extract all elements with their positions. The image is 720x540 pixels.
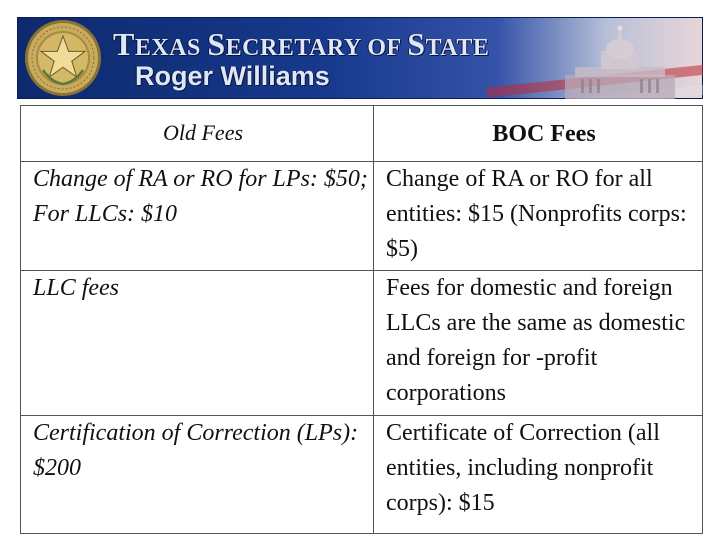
header-banner <box>17 17 703 99</box>
old-fee-cell: Certification of Correction (LPs): $200 <box>21 416 374 534</box>
banner-title-name: Roger Williams <box>135 61 330 91</box>
capitol-building-icon <box>565 23 675 99</box>
table-row <box>21 162 703 271</box>
old-fee-cell: LLC fees <box>21 271 374 416</box>
texas-state-seal-icon <box>23 18 103 98</box>
table-row <box>21 416 703 534</box>
header-boc-fees: BOC Fees <box>374 106 703 162</box>
table-header-row <box>21 106 703 162</box>
boc-fee-cell: Fees for domestic and foreign LLCs are the same as domestic and foreign for -profit corporations <box>374 271 703 416</box>
header-old-fees: Old Fees <box>21 106 374 162</box>
fees-comparison-table <box>20 105 703 534</box>
boc-fee-cell: Change of RA or RO for all entities: $15 (Nonprofits corps: $5) <box>374 162 703 271</box>
banner-title-agency: TEXAS SECRETARY OF STATE <box>113 26 490 62</box>
table-row <box>21 271 703 416</box>
boc-fee-cell: Certificate of Correction (all entities, including nonprofit corps): $15 <box>374 416 703 534</box>
old-fee-cell: Change of RA or RO for LPs: $50; For LLCs: $10 <box>21 162 374 271</box>
